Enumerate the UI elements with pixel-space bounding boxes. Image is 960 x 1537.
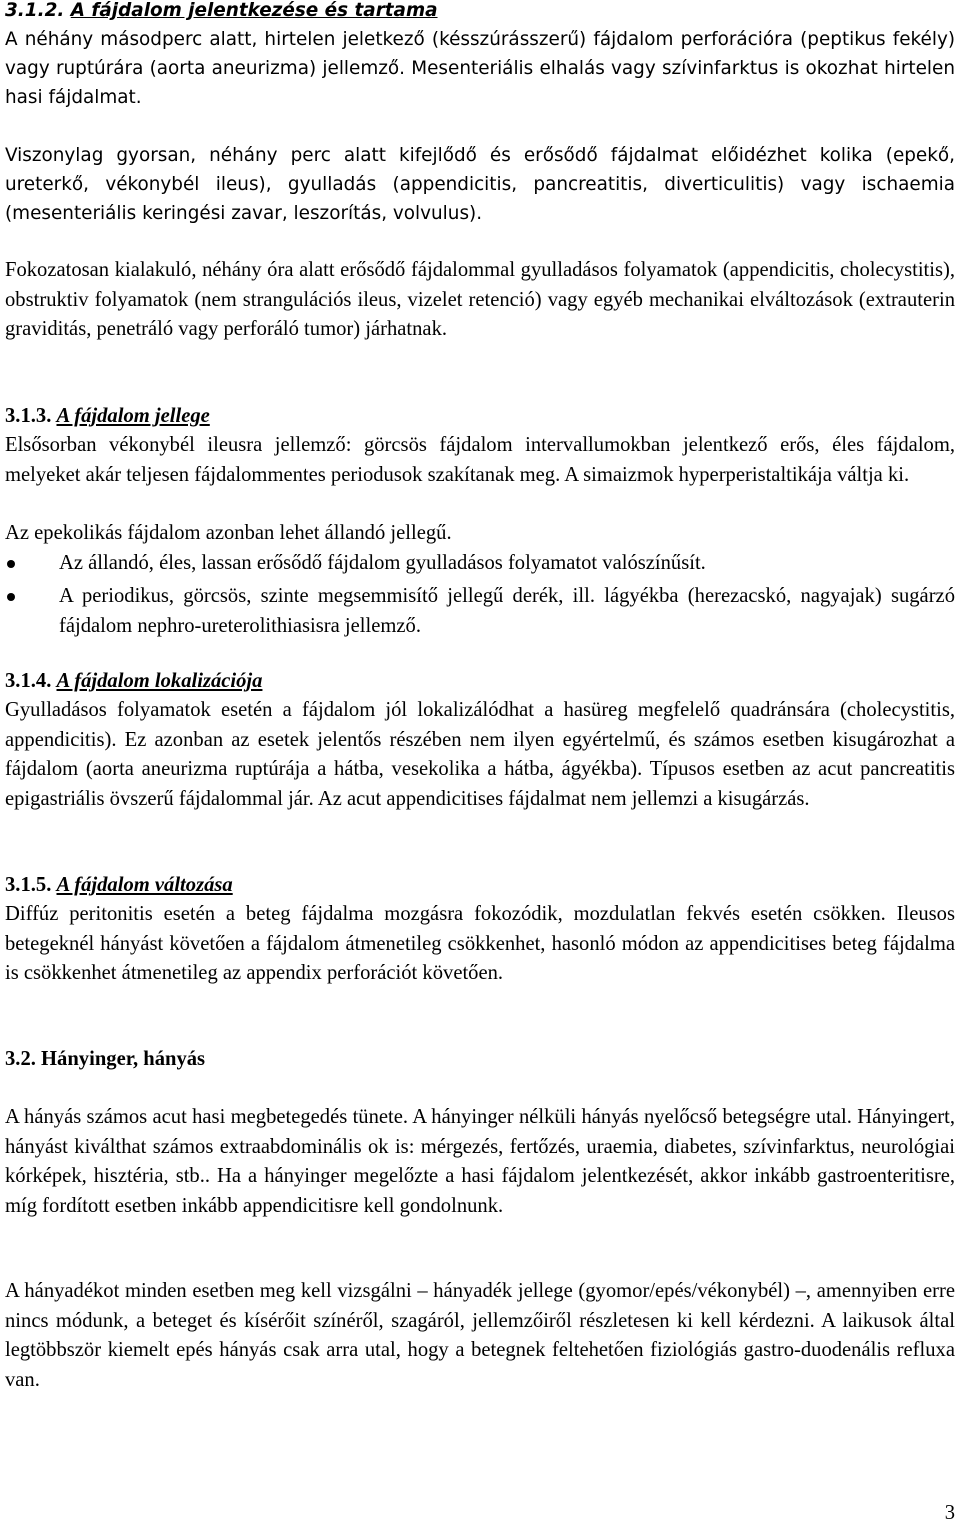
paragraph: Viszonylag gyorsan, néhány perc alatt kifejlődő és erősődő fájdalmat előidézhet kolika (epekő, ureterkő, vékonybél ileus), gyulladás (appendicitis, pancreatitis, diverticulitis) vagy ischaemia (mesenteriális keringési zavar, leszorítás, volvulus).	[5, 145, 955, 224]
paragraph: A hányadékot minden esetben meg kell vizsgálni – hányadék jellege (gyomor/epés/vékonybél) –, amennyiben erre nincs módunk, a beteget és kísérőit színéről, szagáról, jellemzőiről részletesen ki kell kérdezni. A laikusok által legtöbbször kiemelt epés hányás csak arra utal, hogy a betegnek feltehetően fiziológiás gastro-duodenális refluxa van.	[5, 1280, 955, 1391]
section-heading-3-1-3	[5, 402, 955, 432]
section-heading-3-1-2	[5, 0, 955, 25]
heading-title: A fájdalom lokalizációja	[56, 670, 263, 692]
paragraph: Fokozatosan kialakuló, néhány óra alatt erősődő fájdalommal gyulladásos folyamatok (appendicitis, cholecystitis), obstruktiv folyamatok (nem strangulációs ileus, vizelet retenció) vagy egyéb mechanikai elváltozások (extrauterin graviditás, penetráló vagy perforáló tumor) járhatnak.	[5, 259, 955, 340]
heading-number: 3.1.2.	[5, 0, 65, 21]
heading-title: A fájdalom változása	[56, 874, 233, 896]
list-item-text: Az állandó, éles, lassan erősődő fájdalom gyulladásos folyamatot valószínűsít.	[59, 552, 706, 574]
page-number: 3	[944, 1502, 955, 1524]
list-item-text: A periodikus, görcsös, szinte megsemmisítő jellegű derék, ill. lágyékba (herezacskó, nagyajak) sugárzó fájdalom nephro-ureterolithiasisra jellemző.	[59, 585, 955, 637]
paragraph: A néhány másodperc alatt, hirtelen jeletkező (késszúrásszerű) fájdalom perforációra (peptikus fekély) vagy ruptúrára (aorta aneurizma) jellemző. Mesenteriális elhalás vagy szívinfarktus is okozhat hirtelen hasi fájdalmat.	[5, 29, 955, 108]
paragraph: Gyulladásos folyamatok esetén a fájdalom jól lokalizálódhat a hasüreg megfelelő quadránsára (cholecystitis, appendicitis). Ez azonban az esetek jelentős részében nem ilyen egyértelmű, és számos esetben kisugározhat a fájdalom (aorta aneurizma ruptúrája a hátba, vesekolika a hátba, ágyékba). Típusos esetben az acut pancreatitis epigastriális övszerű fájdalommal jár. Az acut appendicitises fájdalmat nem jellemzi a kisugárzás.	[5, 699, 955, 810]
section-heading-3-1-5	[5, 871, 955, 901]
heading-number: 3.1.3.	[5, 405, 52, 427]
paragraph: Elsősorban vékonybél ileusra jellemző: görcsös fájdalom intervallumokban jelentkező erős, éles fájdalom, melyeket akár teljesen fájdalommentes periodusok szakítanak meg. A simaizmok hyperperistaltikája váltja ki.	[5, 434, 955, 486]
paragraph: A hányás számos acut hasi megbetegedés tünete. A hányinger nélküli hányás nyelőcső betegségre utal. Hányingert, hányást kiválthat számos extraabdominális ok is: mérgezés, fertőzés, uraemia, diabetes, szívinfarktus, neurológiai kórképek, hisztéria, stb.. Ha a hányinger megelőzte a hasi fájdalom jelentkezését, akkor inkább gastroenteritisre, míg fordított esetben inkább appendicitisre kell gondolnunk.	[5, 1106, 955, 1217]
paragraph: Az epekolikás fájdalom azonban lehet állandó jellegű.	[5, 522, 452, 544]
list-item	[5, 582, 955, 642]
section-heading-3-1-4	[5, 667, 955, 697]
paragraph: Diffúz peritonitis esetén a beteg fájdalma mozgásra fokozódik, mozdulatlan fekvés esetén csökken. Ileusos betegeknél hányást követően a fájdalom átmenetileg csökkenhet, hasonló módon az appendicitises beteg fájdalma is csökkenhet átmenetileg az appendix perforációt követően.	[5, 903, 955, 984]
heading-title: A fájdalom jellege	[56, 405, 210, 427]
heading-number: 3.1.5.	[5, 874, 52, 896]
section-heading-3-2: 3.2. Hányinger, hányás	[5, 1048, 206, 1070]
heading-number: 3.1.4.	[5, 670, 52, 692]
heading-title: A fájdalom jelentkezése és tartama	[70, 0, 438, 21]
